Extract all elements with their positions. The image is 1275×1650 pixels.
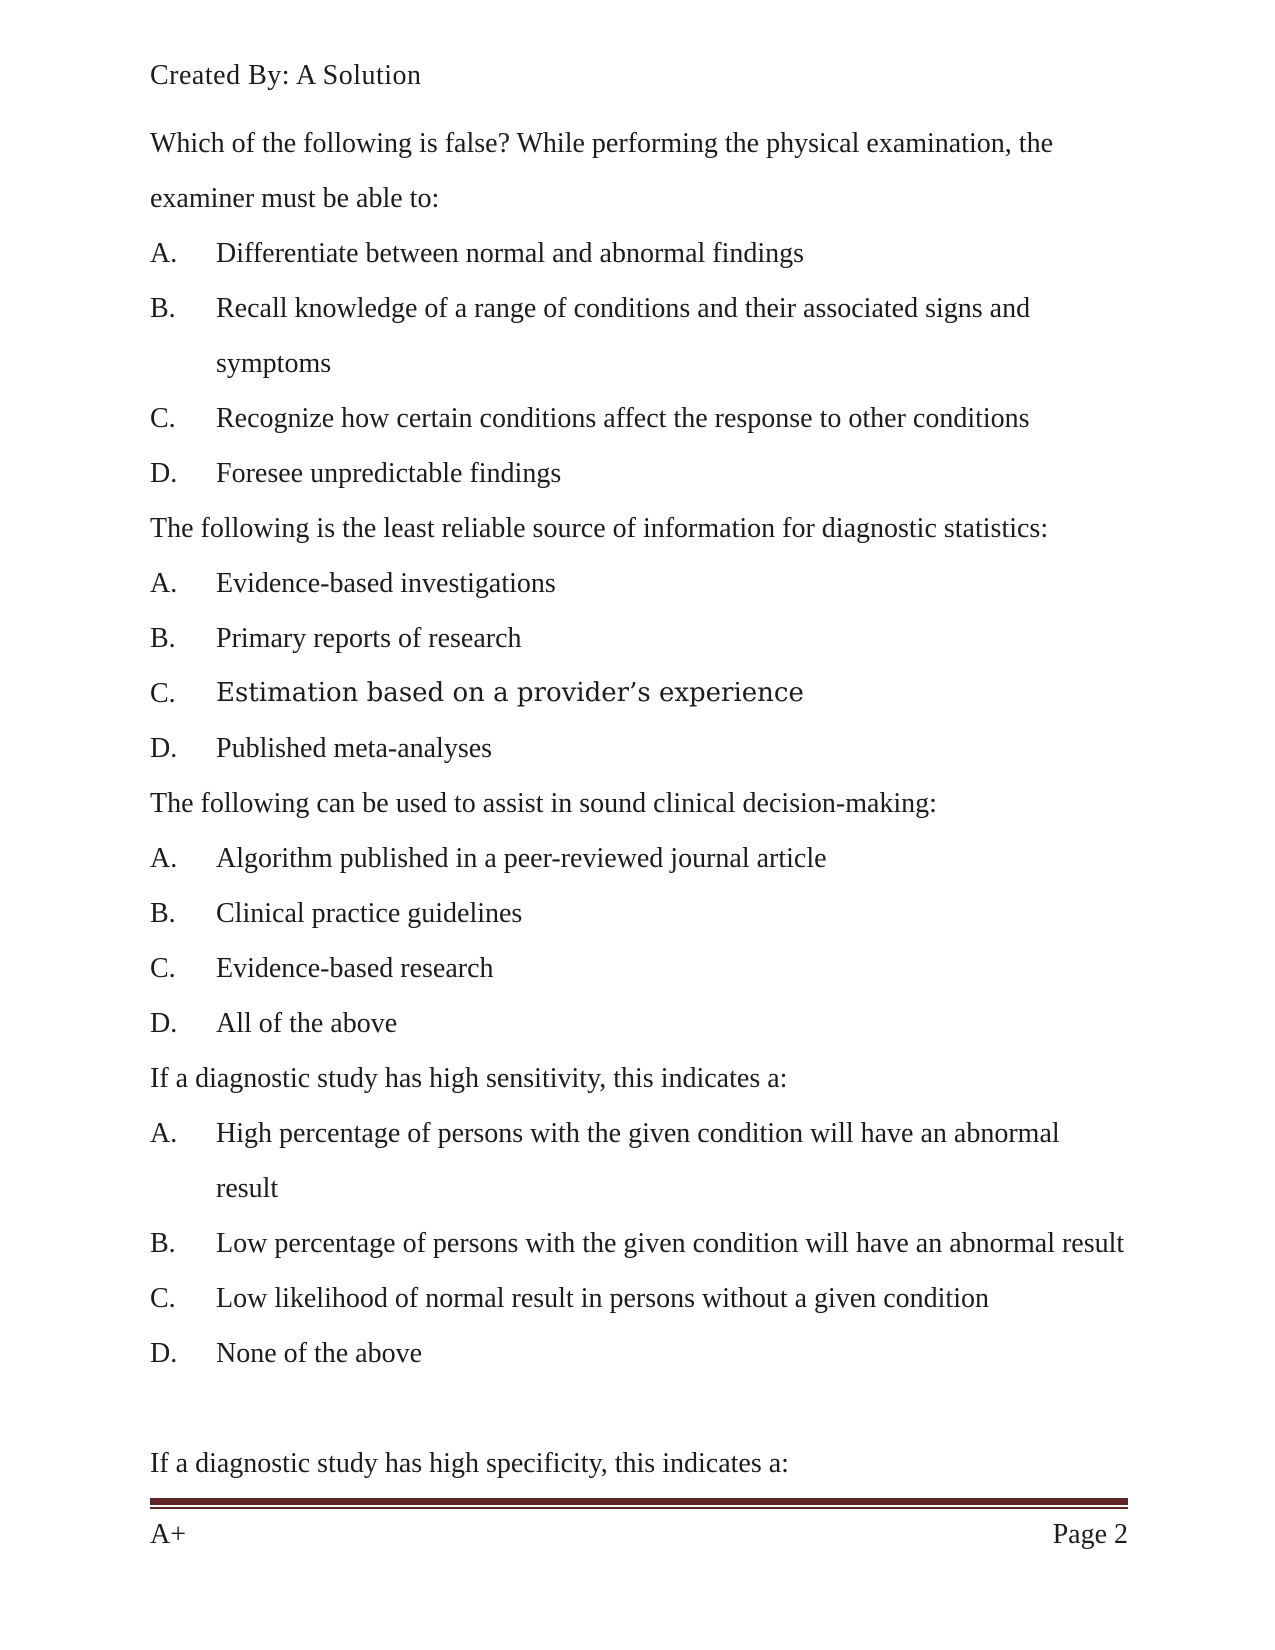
- option-row: [150, 1106, 1126, 1216]
- option-text: Algorithm published in a peer-reviewed journal article: [216, 843, 827, 874]
- option-row: [150, 226, 1126, 281]
- option-row: [150, 941, 1126, 996]
- question-prompt: The following is the least reliable source of information for diagnostic statistics:: [150, 513, 1049, 544]
- option-row: [150, 721, 1126, 776]
- document-page: [150, 48, 1126, 1491]
- option-row: [150, 1271, 1126, 1326]
- option-row: [150, 391, 1126, 446]
- option-row: [150, 281, 1126, 391]
- option-letter: D.: [150, 1338, 178, 1369]
- option-text: Estimation based on a provider’s experience: [216, 678, 804, 708]
- question-prompt: If a diagnostic study has high sensitivity, this indicates a:: [150, 1063, 788, 1094]
- option-letter: A.: [150, 843, 178, 874]
- option-text: Foresee unpredictable findings: [216, 458, 562, 489]
- option-text: None of the above: [216, 1338, 423, 1369]
- option-text: Differentiate between normal and abnormal findings: [216, 238, 805, 269]
- question-prompt: The following can be used to assist in sound clinical decision-making:: [150, 788, 937, 819]
- document-header: Created By: A Solution: [150, 60, 422, 91]
- option-letter: D.: [150, 733, 178, 764]
- option-letter: B.: [150, 1228, 176, 1259]
- option-text: Low likelihood of normal result in persons without a given condition: [216, 1283, 989, 1314]
- option-text: Recall knowledge of a range of conditions and their associated signs and symptoms: [216, 293, 1031, 379]
- option-row: [150, 666, 1126, 721]
- option-row: [150, 831, 1126, 886]
- option-row: [150, 556, 1126, 611]
- option-letter: D.: [150, 458, 178, 489]
- footer-rule-thick: [150, 1498, 1128, 1505]
- option-letter: C.: [150, 403, 176, 434]
- page-footer: [150, 1498, 1128, 1555]
- option-text: All of the above: [216, 1008, 398, 1039]
- option-row: [150, 446, 1126, 501]
- option-letter: D.: [150, 1008, 178, 1039]
- option-text: Published meta-analyses: [216, 733, 493, 764]
- option-letter: A.: [150, 1118, 178, 1149]
- footer-rule-thin: [150, 1507, 1128, 1509]
- option-row: [150, 996, 1126, 1051]
- footer-page-number: Page 2: [1052, 1519, 1128, 1550]
- option-text: Low percentage of persons with the given condition will have an abnormal result: [216, 1228, 1125, 1259]
- option-letter: C.: [150, 678, 176, 709]
- option-row: [150, 611, 1126, 666]
- option-letter: B.: [150, 623, 176, 654]
- question-prompt: If a diagnostic study has high specificity, this indicates a:: [150, 1448, 789, 1479]
- option-text: High percentage of persons with the given condition will have an abnormal result: [216, 1118, 1060, 1204]
- option-text: Clinical practice guidelines: [216, 898, 523, 929]
- question-prompt: Which of the following is false? While performing the physical examination, the examiner must be able to:: [150, 128, 1053, 214]
- option-letter: B.: [150, 898, 176, 929]
- footer-left-text: A+: [150, 1519, 187, 1550]
- option-text: Primary reports of research: [216, 623, 522, 654]
- option-row: [150, 886, 1126, 941]
- option-letter: B.: [150, 293, 176, 324]
- option-letter: C.: [150, 953, 176, 984]
- option-letter: A.: [150, 238, 178, 269]
- option-text: Recognize how certain conditions affect the response to other conditions: [216, 403, 1030, 434]
- option-letter: A.: [150, 568, 178, 599]
- blank-line: [150, 1381, 1126, 1436]
- option-row: [150, 1216, 1126, 1271]
- option-text: Evidence-based investigations: [216, 568, 556, 599]
- option-text: Evidence-based research: [216, 953, 494, 984]
- option-row: [150, 1326, 1126, 1381]
- option-letter: C.: [150, 1283, 176, 1314]
